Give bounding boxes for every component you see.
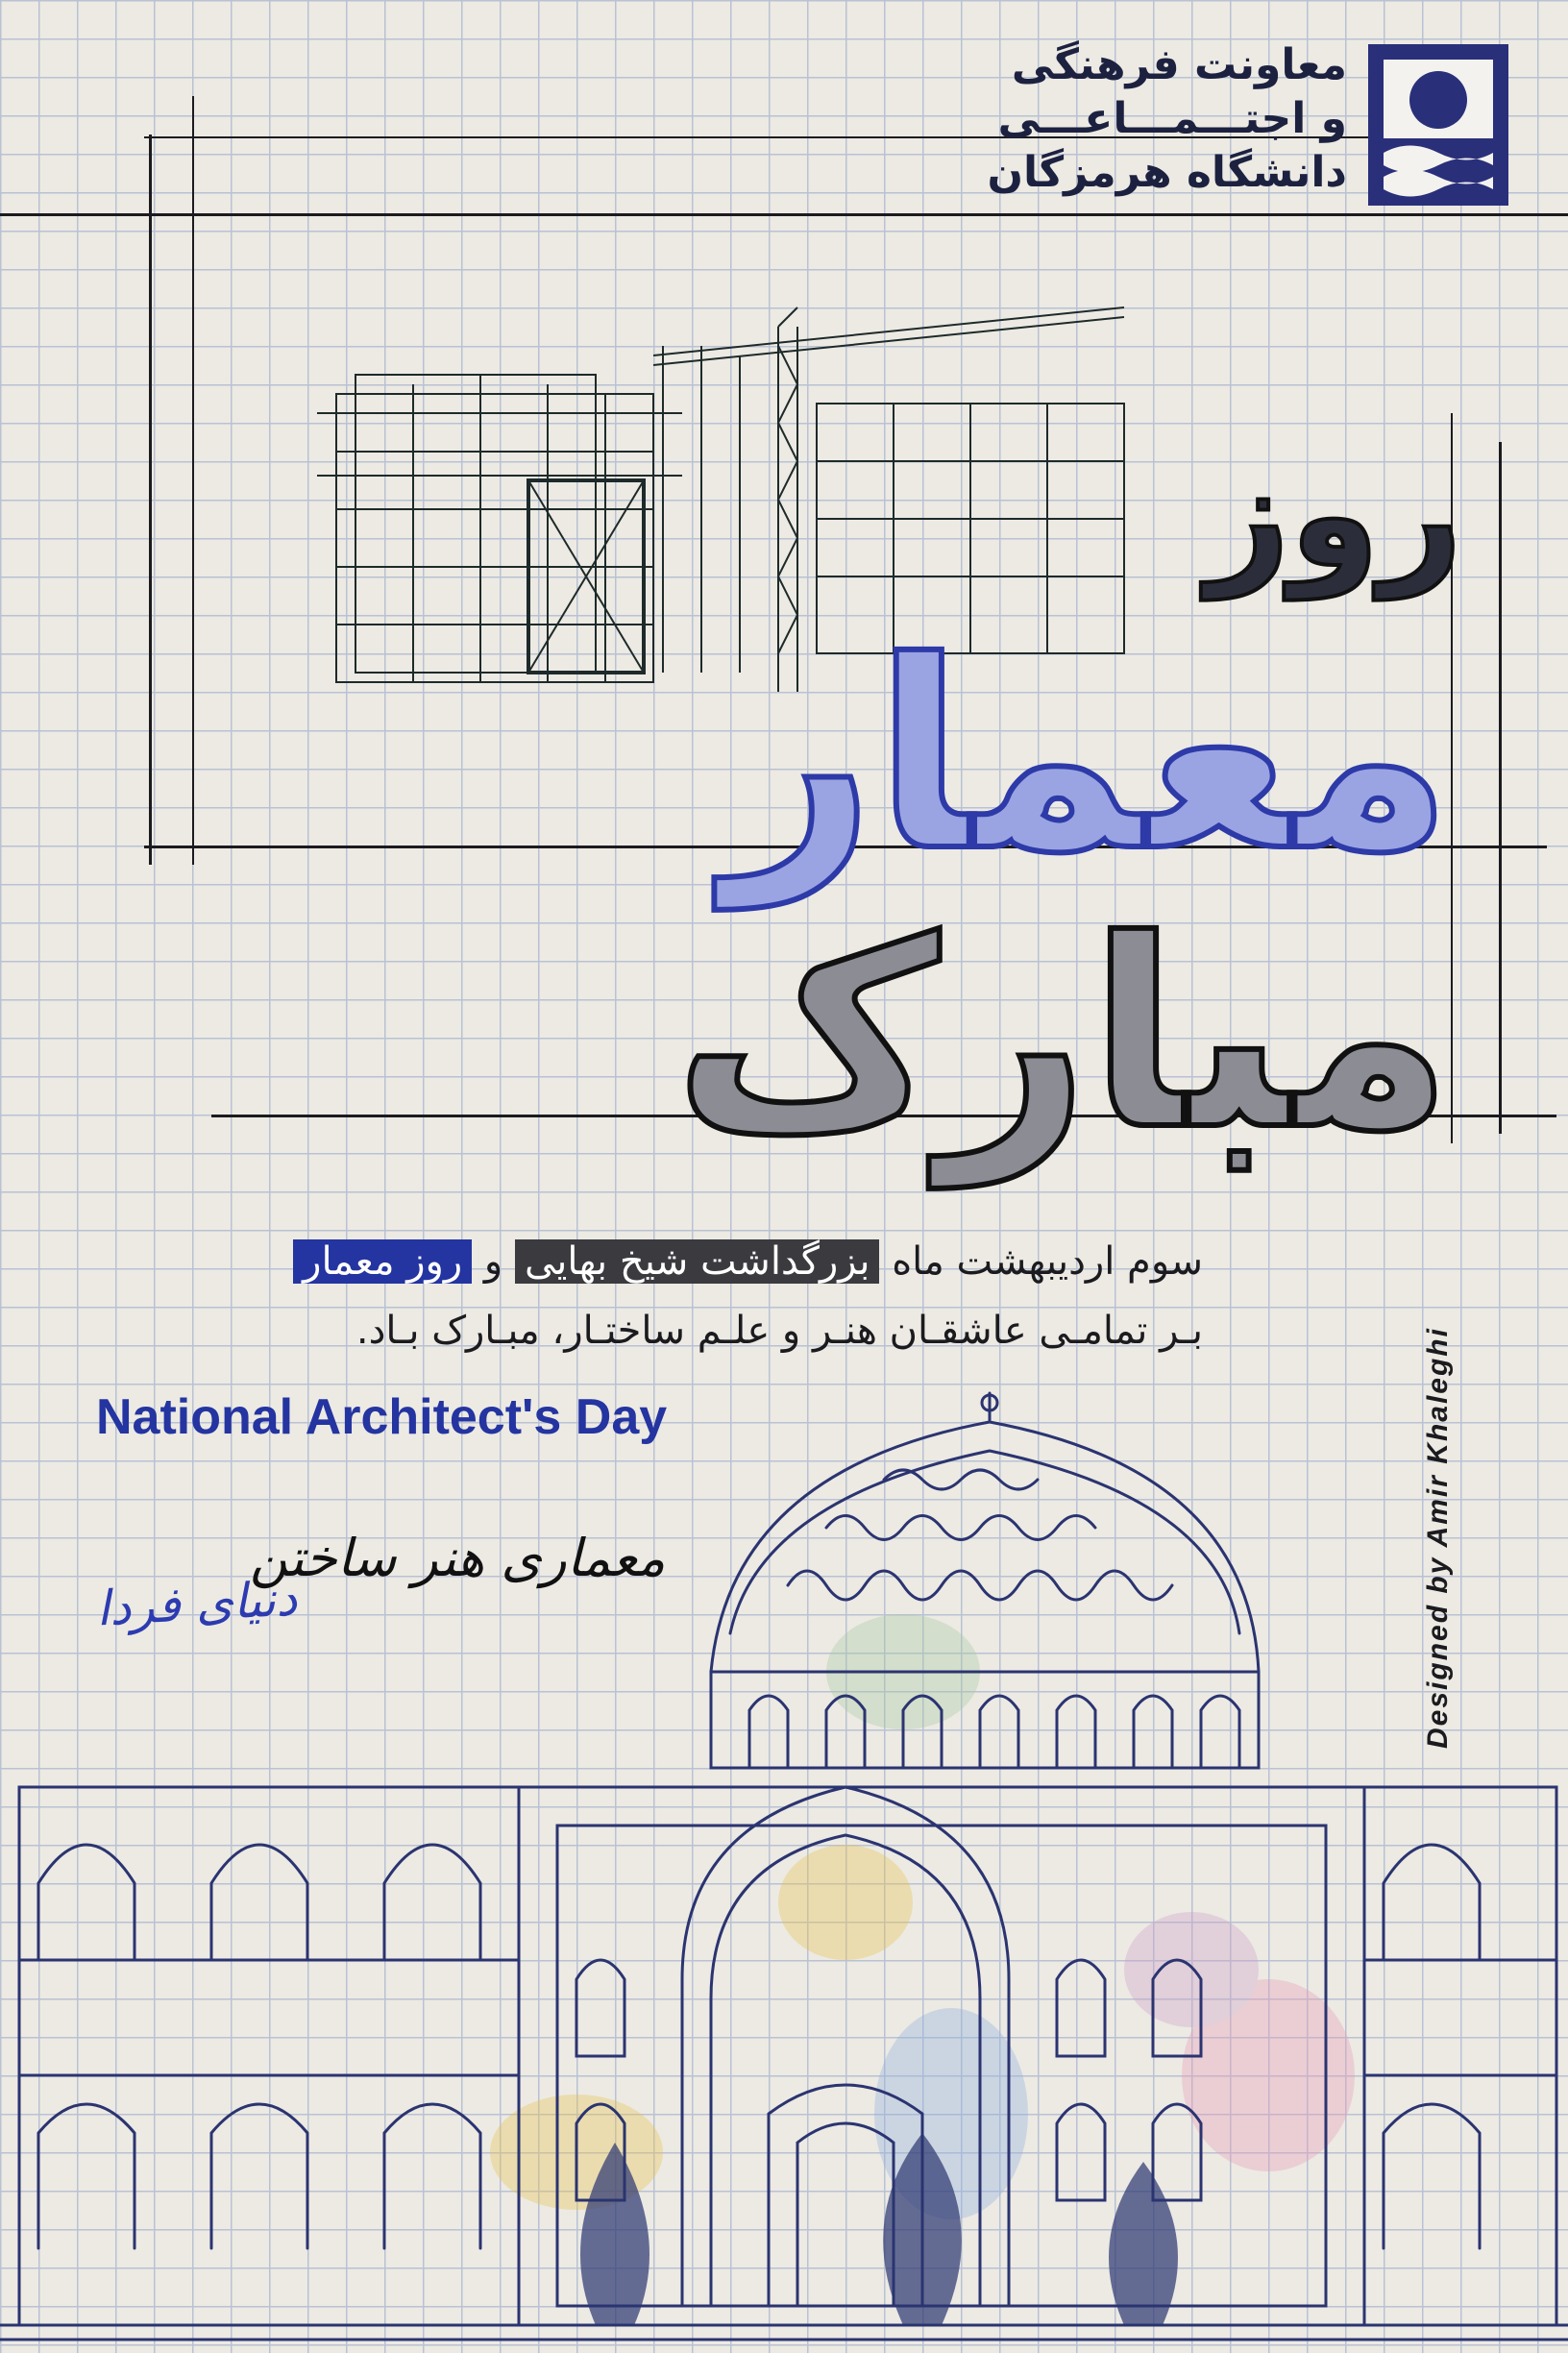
guide-line-left-1 xyxy=(149,135,152,865)
message-conjunction: و xyxy=(483,1239,503,1284)
message-part-1: سوم اردیبهشت ماه xyxy=(892,1239,1203,1284)
title-word-mobarak: مبارک xyxy=(674,884,1453,1187)
designer-credit: Designed by Amir Khaleghi xyxy=(1422,1327,1454,1749)
slogan-black: معماری هنر ساختن xyxy=(250,1528,666,1588)
message-line-2: بـر تمامـی عاشقـان هنـر و علـم ساختـار، مبـارک بـاد. xyxy=(355,1309,1203,1353)
guide-line-right xyxy=(1499,442,1502,1134)
slogan-blue: دنیای فردا xyxy=(94,1570,299,1637)
highlight-sheikh-bahaei: بزرگداشت شیخ بهایی xyxy=(515,1239,880,1284)
mosque-sketch xyxy=(0,1384,1568,2353)
logo-line-1: معاونت فرهنگی xyxy=(1011,40,1347,89)
logo-text xyxy=(987,38,1347,200)
message-line-1 xyxy=(293,1239,1203,1284)
english-title: National Architect's Day xyxy=(96,1389,668,1445)
guide-line-top xyxy=(0,213,1568,216)
title-word-rooz: روز xyxy=(1207,432,1462,600)
title-word-memar: معمار xyxy=(724,605,1453,908)
logo-line-3: دانشگاه هرمزگان xyxy=(987,148,1347,197)
logo-block xyxy=(780,38,1510,211)
guide-line-left-2 xyxy=(192,96,194,865)
highlight-architect-day: روز معمار xyxy=(293,1239,472,1284)
university-emblem-icon xyxy=(1366,42,1510,208)
logo-line-2: و اجتـــمـــاعـــی xyxy=(997,94,1347,143)
